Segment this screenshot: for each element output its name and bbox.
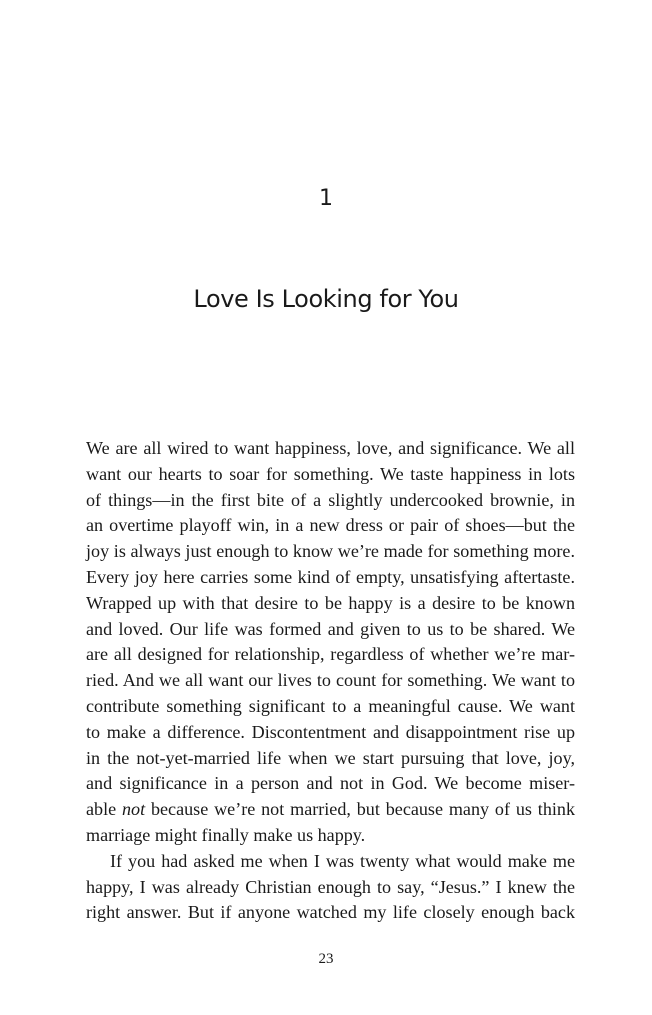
text-line: marriage might finally make us happy. bbox=[86, 824, 366, 845]
text-line: Wrapped up with that desire to be happy is a desire to be known bbox=[86, 592, 575, 613]
paragraph-1 bbox=[86, 436, 575, 849]
text-line: Every joy here carries some kind of empty, unsatisfying aftertaste. bbox=[86, 566, 575, 587]
text-line: an overtime playoff win, in a new dress or pair of shoes—but the bbox=[86, 515, 575, 536]
text-line: right answer. But if anyone watched my life closely enough back bbox=[86, 902, 575, 923]
page-number: 23 bbox=[318, 951, 334, 967]
body-text bbox=[86, 436, 575, 926]
text-line: and loved. Our life was formed and given to us to be shared. We bbox=[86, 618, 575, 639]
text-line-with-emphasis bbox=[86, 797, 575, 823]
text-line: contribute something significant to a meaningful cause. We want bbox=[86, 695, 575, 716]
text-line: are all designed for relationship, regardless of whether we’re mar- bbox=[86, 644, 575, 665]
emphasis-text: not bbox=[122, 799, 146, 820]
text-line: want our hearts to soar for something. We taste happiness in lots bbox=[86, 463, 575, 484]
text-line: to make a difference. Discontentment and disappointment rise up bbox=[86, 721, 575, 742]
chapter-title: Love Is Looking for You bbox=[193, 285, 459, 313]
text-line: happy, I was already Christian enough to say, “Jesus.” I knew the bbox=[86, 876, 575, 897]
text-line: in the not-yet-married life when we start pursuing that love, joy, bbox=[86, 747, 575, 768]
text-line: ried. And we all want our lives to count for something. We want to bbox=[86, 670, 575, 691]
paragraph-2 bbox=[86, 849, 575, 926]
chapter-number: 1 bbox=[319, 186, 333, 211]
text-segment: able bbox=[86, 799, 122, 820]
text-line: joy is always just enough to know we’re made for something more. bbox=[86, 541, 575, 562]
text-line: If you had asked me when I was twenty what would make me bbox=[110, 850, 575, 871]
text-line: We are all wired to want happiness, love, and significance. We all bbox=[86, 438, 575, 458]
text-segment: because we’re not married, but because many of us think bbox=[145, 799, 575, 820]
text-line: and significance in a person and not in God. We become miser- bbox=[86, 773, 575, 794]
text-line: of things—in the first bite of a slightly undercooked brownie, in bbox=[86, 489, 575, 510]
